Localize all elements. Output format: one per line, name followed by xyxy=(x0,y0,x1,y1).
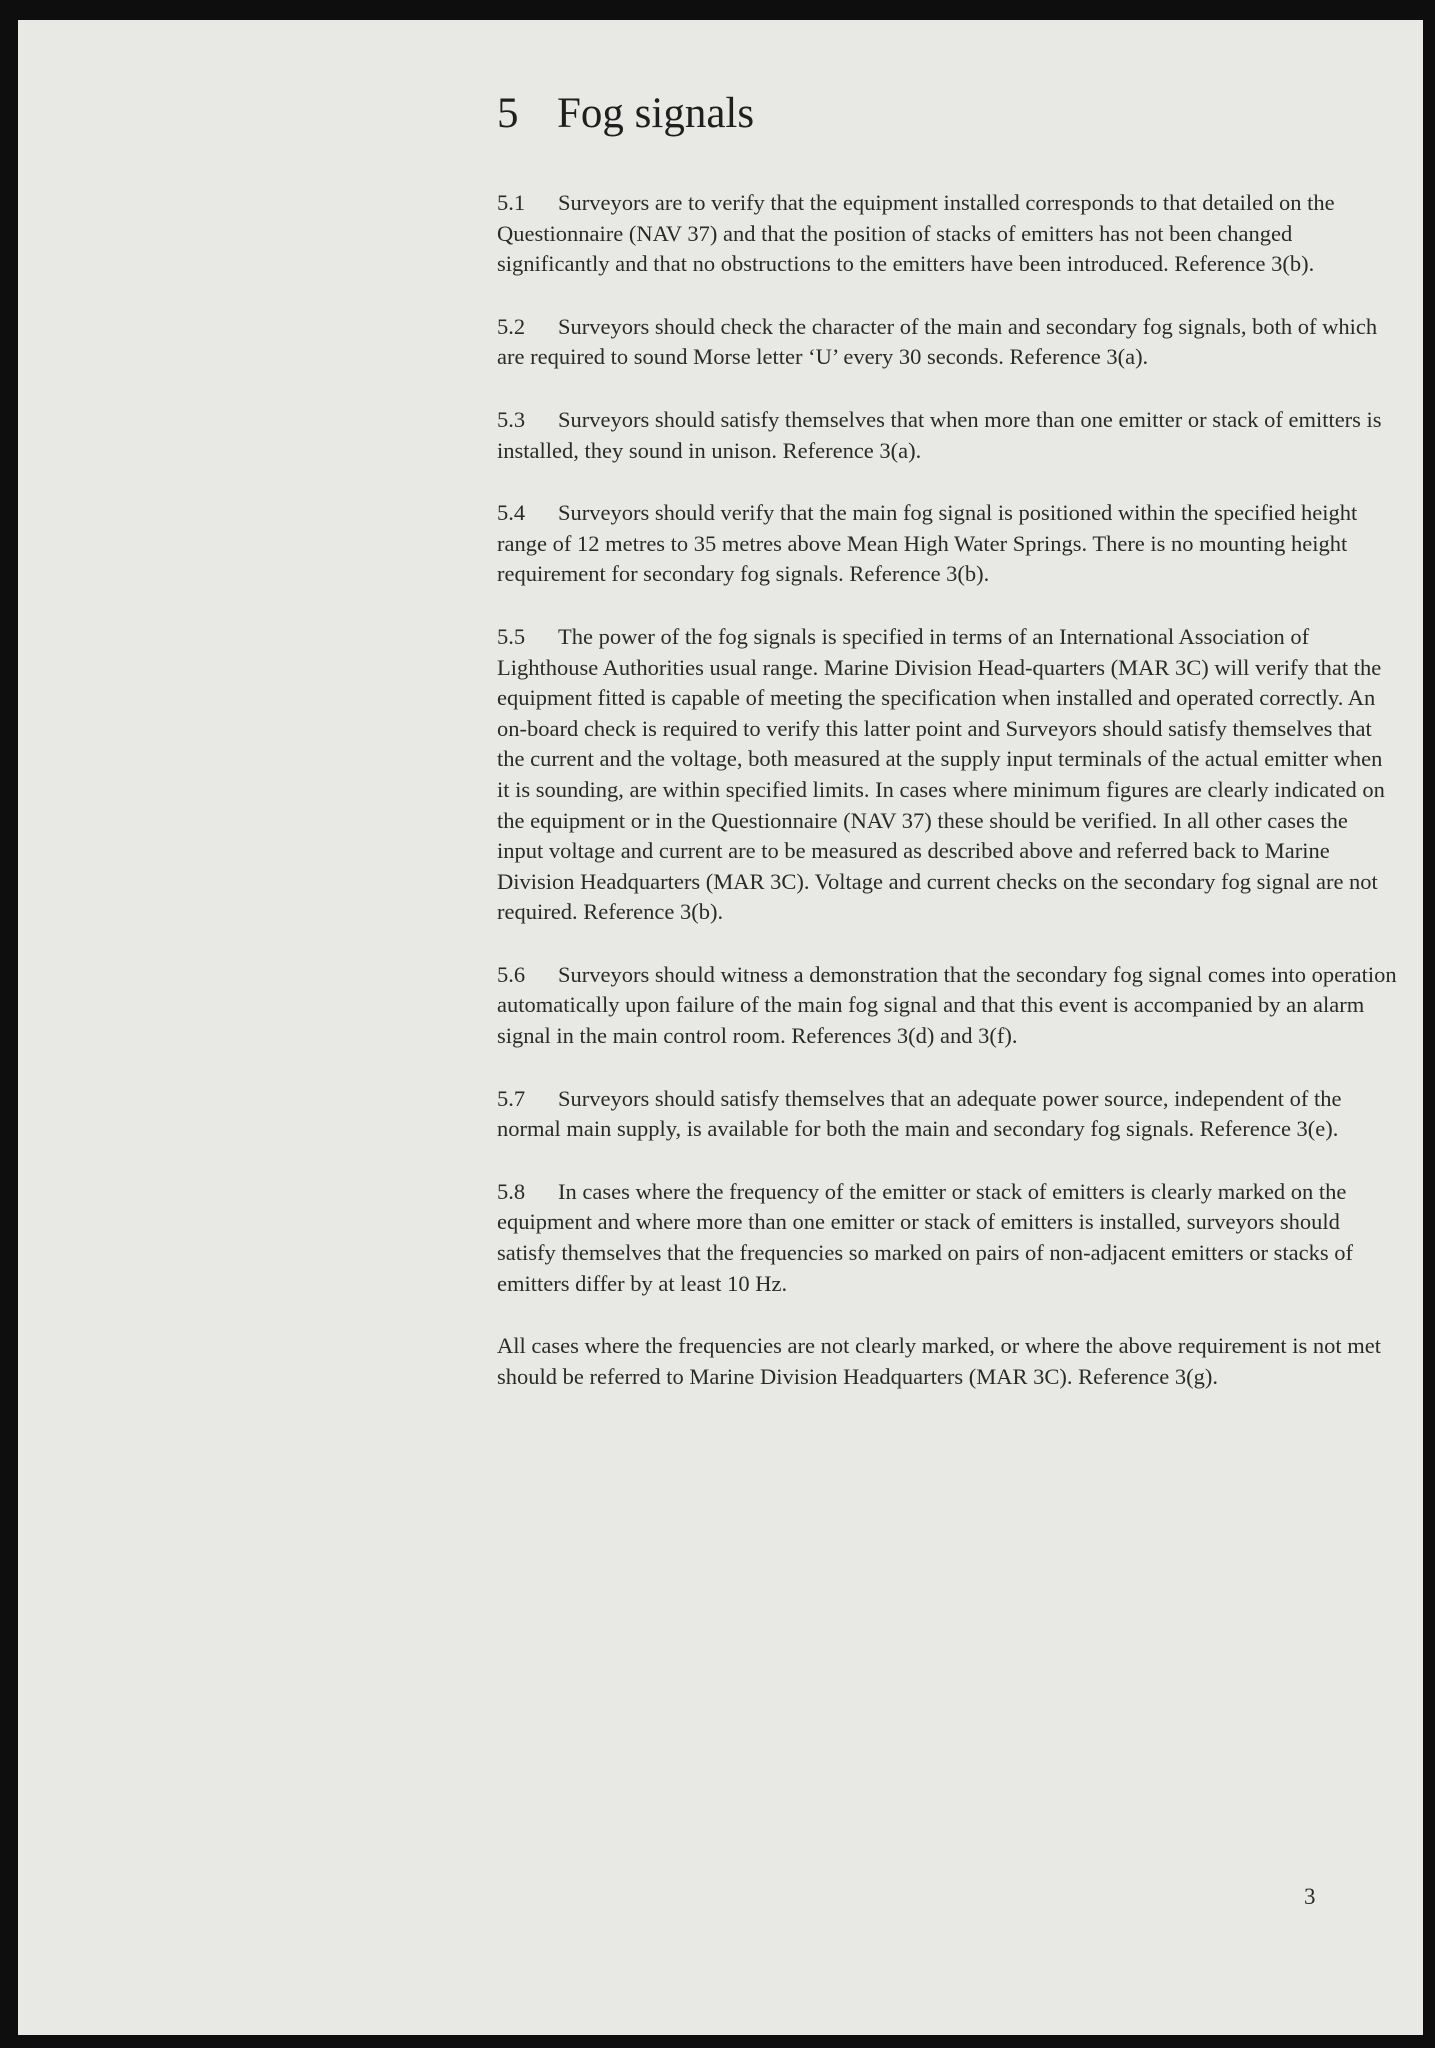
paragraph-text: Surveyors should check the character of the main and secondary fog signals, both of which are required to sound Morse letter ‘U’ every 30 seconds. Reference 3(a). xyxy=(497,313,1378,370)
paragraph-text: Surveyors should satisfy themselves that an adequate power source, independent of the normal main supply, is available for both the main and secondary fog signals. Reference 3(e). xyxy=(497,1085,1342,1142)
paragraph-5-2 xyxy=(497,312,1397,373)
paragraph-text: The power of the fog signals is specified in terms of an International Association of Lighthouse Authorities usual range. Marine Division Head-quarters (MAR 3C) will verify that the equipment fitted is capable of meeting the specification when installed and operated correctly. An on-board check is required to verify this latter point and Surveyors should satisfy themselves that the current and the voltage, both measured at the supply input terminals of the actual emitter when it is sounding, are within specified limits. In cases where minimum figures are clearly indicated on the equipment or in the Questionnaire (NAV 37) these should be verified. In all other cases the input voltage and current are to be measured as described above and referred back to Marine Division Headquarters (MAR 3C). Voltage and current checks on the secondary fog signal are not required. Reference 3(b). xyxy=(497,623,1385,925)
paragraph-number: 5.4 xyxy=(497,500,526,526)
paragraph-5-6 xyxy=(497,960,1397,1052)
paragraph-number: 5.2 xyxy=(497,313,526,339)
paragraph-text: Surveyors should satisfy themselves that when more than one emitter or stack of emitters is installed, they sound in unison. Reference 3(a). xyxy=(497,406,1382,463)
document-page xyxy=(18,20,1423,2035)
page-number: 3 xyxy=(1304,1884,1316,1909)
paragraph-5-5 xyxy=(497,622,1397,928)
paragraph-text: Surveyors should witness a demonstration that the secondary fog signal comes into operation automatically upon failure of the main fog signal and that this event is accompanied by an alarm signal in the main control room. References 3(d) and 3(f). xyxy=(497,961,1397,1049)
section-title-text: Fog signals xyxy=(557,90,755,137)
paragraph-number: 5.5 xyxy=(497,623,526,649)
paragraph-number: 5.7 xyxy=(497,1085,526,1111)
paragraph-text: In cases where the frequency of the emitter or stack of emitters is clearly marked on the equipment and where more than one emitter or stack of emitters is installed, surveyors should satisfy themselves that the frequencies so marked on pairs of non-adjacent emitters or stacks of emitters differ by at least 10 Hz. xyxy=(497,1178,1353,1296)
paragraph-number: 5.6 xyxy=(497,961,526,987)
paragraph-number: 5.3 xyxy=(497,406,526,432)
section-number: 5 xyxy=(497,90,519,137)
paragraph-5-7 xyxy=(497,1084,1397,1145)
section-title xyxy=(497,88,1397,140)
page-content xyxy=(497,88,1397,1424)
paragraph-5-8 xyxy=(497,1177,1397,1299)
paragraph-5-3 xyxy=(497,405,1397,466)
paragraph-5-4 xyxy=(497,498,1397,590)
paragraph-number: 5.8 xyxy=(497,1178,526,1204)
closing-paragraph: All cases where the frequencies are not clearly marked, or where the above requirement is not met should be referred to Marine Division Headquarters (MAR 3C). Reference 3(g). xyxy=(497,1333,1381,1389)
paragraph-text: Surveyors should verify that the main fog signal is positioned within the specified height range of 12 metres to 35 metres above Mean High Water Springs. There is no mounting height requirement for secondary fog signals. Reference 3(b). xyxy=(497,500,1358,587)
paragraph-text: Surveyors are to verify that the equipment installed corresponds to that detailed on the Questionnaire (NAV 37) and that the position of stacks of emitters has not been changed significantly and that no obstructions to the emitters have been introduced. Reference 3(b). xyxy=(497,190,1335,277)
paragraph-number: 5.1 xyxy=(497,190,526,215)
paragraph-5-1 xyxy=(497,188,1397,280)
